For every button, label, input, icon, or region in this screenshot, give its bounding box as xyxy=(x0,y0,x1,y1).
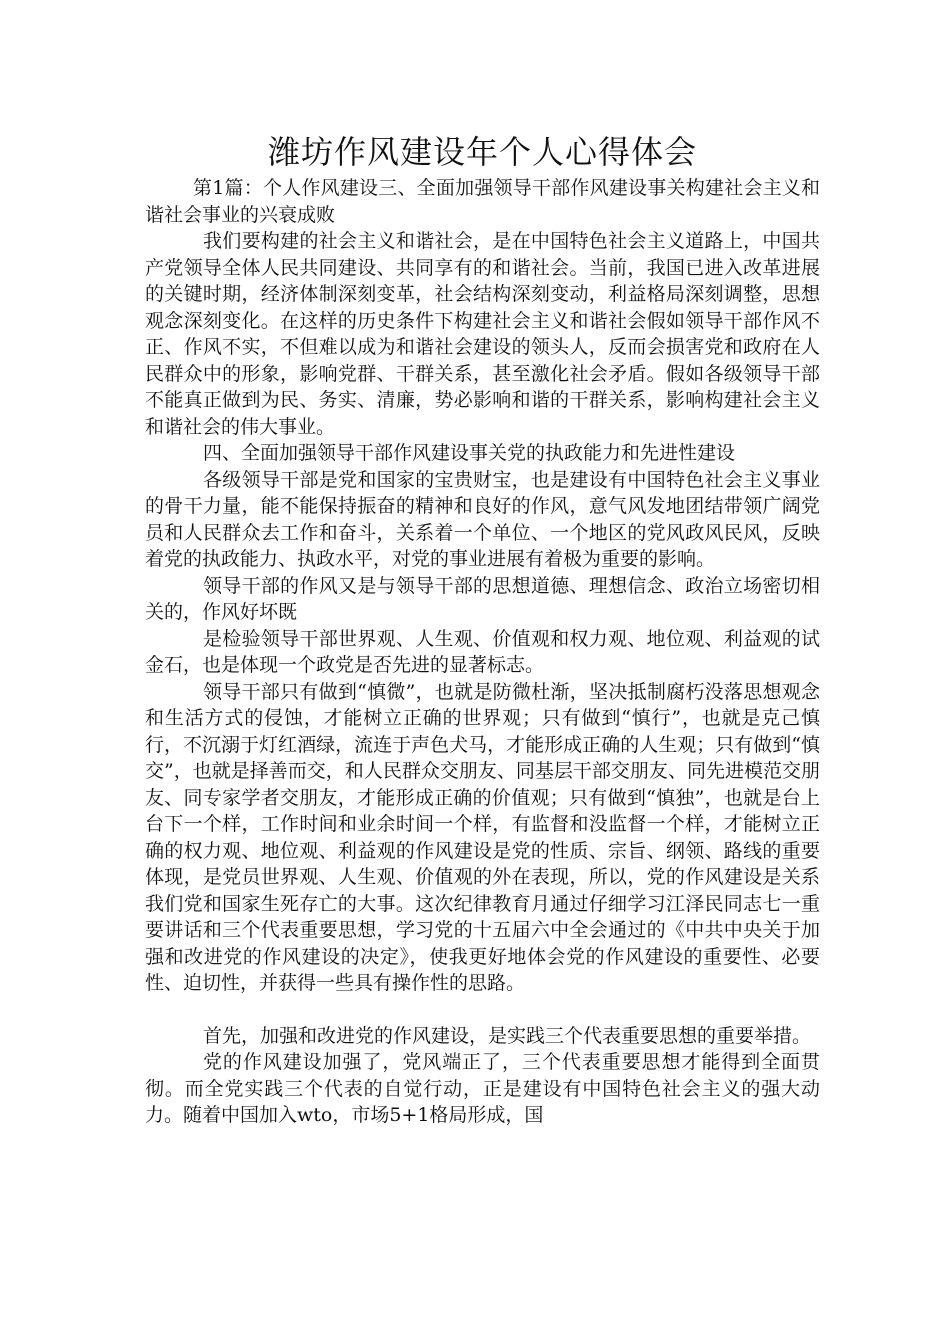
paragraph: 是检验领导干部世界观、人生观、价值观和权力观、地位观、利益观的试金石，也是体现一个政党是否先进的显著标志。 xyxy=(145,627,820,676)
paragraph: 各级领导干部是党和国家的宝贵财宝，也是建设有中国特色社会主义事业的骨干力量，能不能保持振奋的精神和良好的作风，意气风发地团结带领广阔党员和人民群众去工作和奋斗，关系着一个单位、一个地区的党风政风民风，反映着党的执政能力、执政水平，对党的事业进展有着极为重要的影响。 xyxy=(145,468,820,570)
paragraph: 领导干部只有做到“慎微”，也就是防微杜渐，坚决抵制腐朽没落思想观念和生活方式的侵蚀，才能树立正确的世界观；只有做到“慎行”，也就是克己慎行，不沉溺于灯红酒绿，流连于声色犬马，才能形成正确的人生观；只有做到“慎交”，也就是择善而交，和人民群众交朋友、同基层干部交朋友、同先进模范交朋友、同专家学者交朋友，才能形成正确的价值观；只有做到“慎独”，也就是台上台下一个样，工作时间和业余时间一个样，有监督和没监督一个样，才能树立正确的权力观、地位观、利益观的作风建设是党的性质、宗旨、纲领、路线的重要体现，是党员世界观、人生观、价值观的外在表现，所以，党的作风建设是关系我们党和国家生死存亡的大事。这次纪律教育月通过仔细学习江泽民同志七一重要讲话和三个代表重要思想，学习党的十五届六中全会通过的《中共中央关于加强和改进党的作风建设的决定》，使我更好地体会党的作风建设的重要性、必要性、迫切性，并获得一些具有操作性的思路。 xyxy=(145,680,820,994)
paragraph: 第1篇：个人作风建设三、全面加强领导干部作风建设事关构建社会主义和谐社会事业的兴衰成败 xyxy=(145,177,820,226)
paragraph-list xyxy=(145,175,820,1129)
paragraph: 党的作风建设加强了，党风端正了，三个代表重要思想才能得到全面贯彻。而全党实践三个代表的自觉行动，正是建设有中国特色社会主义的强大动力。随着中国加入wto，市场5+1格局形成，国 xyxy=(145,1051,820,1126)
paragraph: 领导干部的作风又是与领导干部的思想道德、理想信念、政治立场密切相关的，作风好坏既 xyxy=(145,574,820,623)
paragraph: 首先，加强和改进党的作风建设，是实践三个代表重要思想的重要举措。 xyxy=(203,1024,812,1047)
paragraph: 我们要构建的社会主义和谐社会，是在中国特色社会主义道路上，中国共产党领导全体人民共同建设、共同享有的和谐社会。当前，我国已进入改革进展的关键时期，经济体制深刻变革，社会结构深刻变动，利益格局深刻调整，思想观念深刻变化。在这样的历史条件下构建社会主义和谐社会假如领导干部作风不正、作风不实，不但难以成为和谐社会建设的领头人，反而会损害党和政府在人民群众中的形象，影响党群、干群关系，甚至激化社会矛盾。假如各级领导干部不能真正做到为民、务实、清廉，势必影响和谐的干群关系，影响构建社会主义和谐社会的伟大事业。 xyxy=(145,230,820,438)
document-title: 潍坊作风建设年个人心得体会 xyxy=(267,133,697,171)
document-body xyxy=(145,131,820,1129)
paragraph: 四、全面加强领导干部作风建设事关党的执政能力和先进性建设 xyxy=(203,442,736,464)
